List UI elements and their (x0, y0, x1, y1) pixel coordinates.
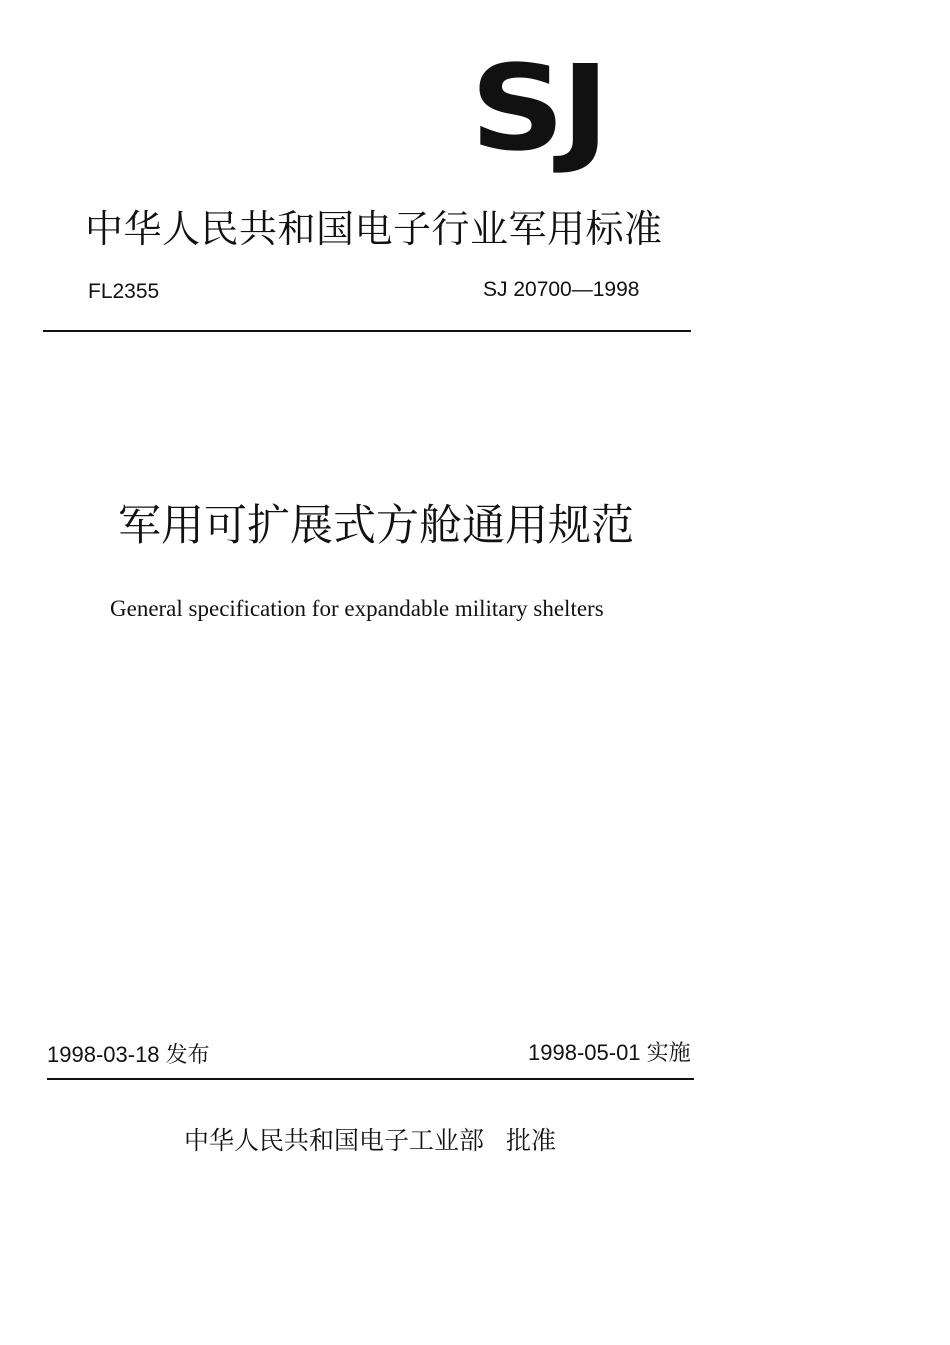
standard-series-title: 中华人民共和国电子行业军用标准 (85, 207, 663, 251)
approval-line (184, 1124, 556, 1158)
approving-authority: 中华人民共和国电子工业部 (184, 1126, 485, 1155)
document-title-english: General specification for expandable military shelters (110, 596, 604, 621)
effective-date: 1998-05-01 实施 (528, 1040, 691, 1065)
classification-code: FL2355 (88, 280, 160, 303)
sj-logo: SJ (470, 39, 606, 177)
approval-action: 批准 (506, 1126, 557, 1155)
top-divider (43, 330, 691, 332)
standard-number: SJ 20700—1998 (483, 278, 640, 301)
bottom-divider (47, 1078, 694, 1080)
document-title-chinese: 军用可扩展式方舱通用规范 (118, 501, 634, 551)
issue-date: 1998-03-18 发布 (47, 1042, 210, 1067)
